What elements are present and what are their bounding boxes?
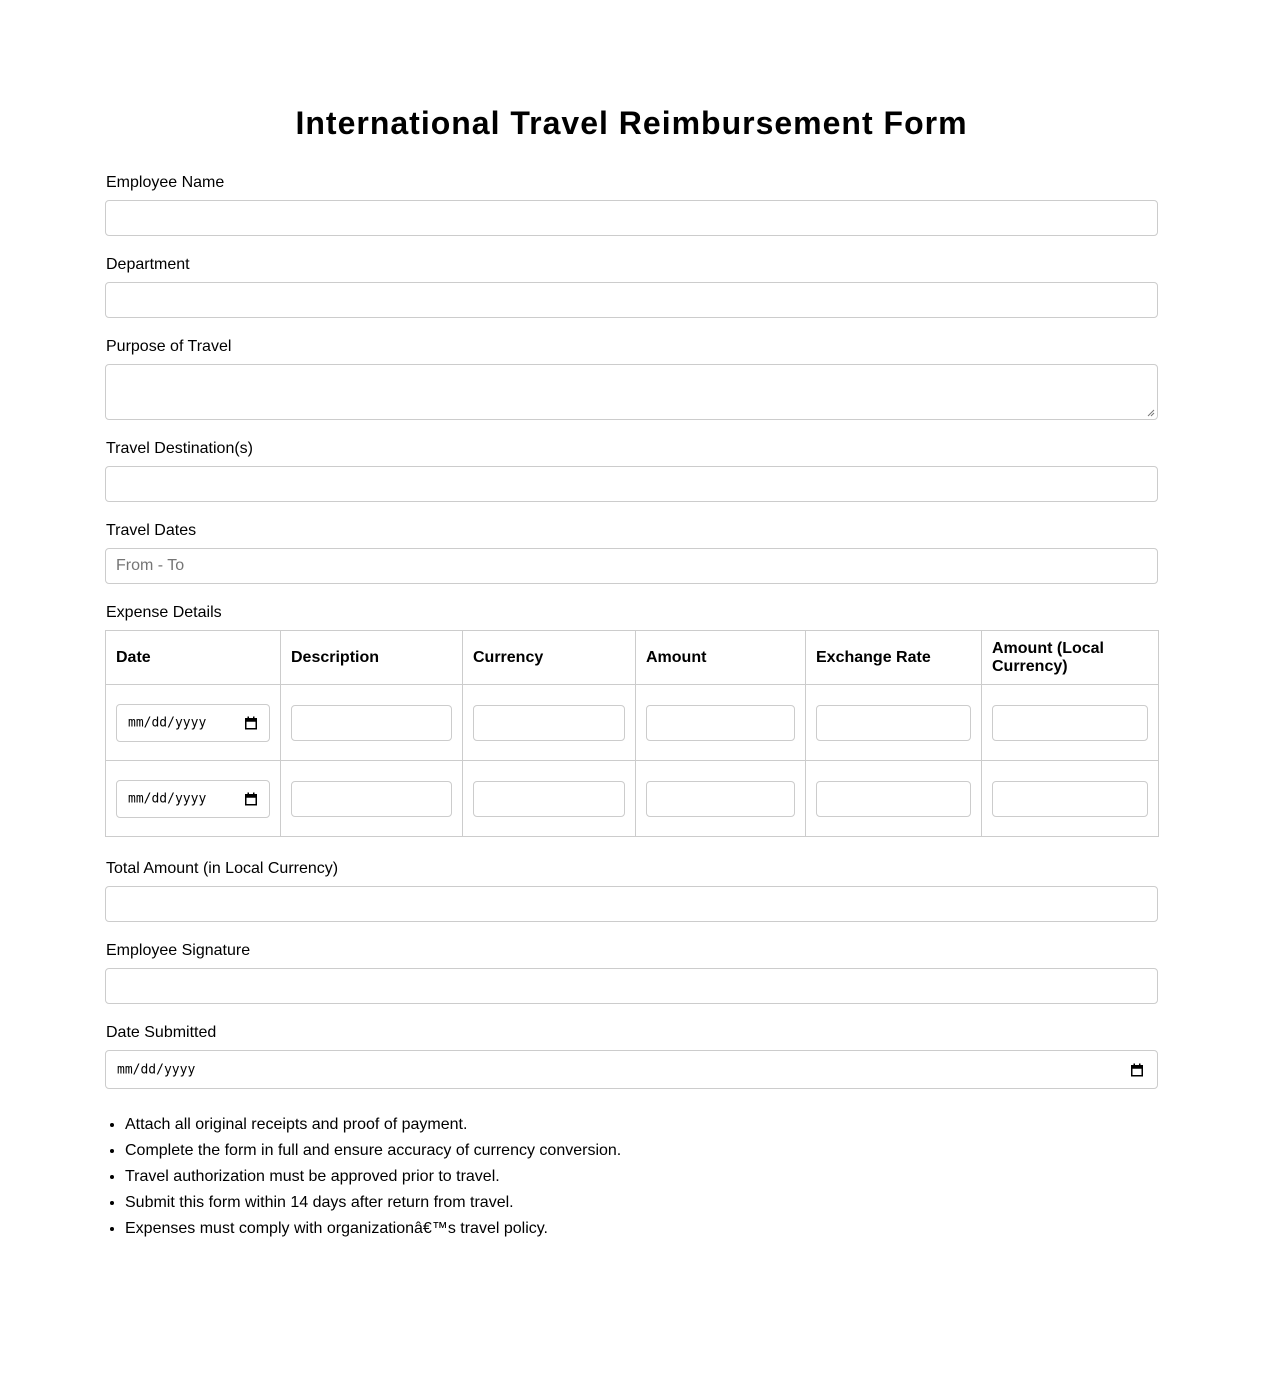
column-header-amount-local: Amount (Local Currency) bbox=[982, 631, 1159, 685]
calendar-icon[interactable] bbox=[245, 716, 257, 729]
list-item: • Expenses must comply with organizationâ€™s travel policy. bbox=[125, 1216, 621, 1242]
date-format-text: mm/dd/yyyy bbox=[117, 1062, 196, 1077]
column-header-currency: Currency bbox=[463, 631, 636, 685]
table-cell bbox=[281, 761, 463, 837]
calendar-icon[interactable] bbox=[1131, 1063, 1143, 1076]
expense-amount-input[interactable] bbox=[646, 705, 795, 741]
destinations-label: Travel Destination(s) bbox=[106, 440, 254, 457]
total-amount-input[interactable] bbox=[105, 886, 1158, 922]
table-cell bbox=[463, 685, 636, 761]
expense-date-input[interactable] bbox=[116, 780, 270, 818]
department-label: Department bbox=[106, 256, 190, 273]
expense-amount-local-input[interactable] bbox=[992, 705, 1148, 741]
purpose-textarea[interactable] bbox=[105, 364, 1158, 420]
date-submitted-input[interactable] bbox=[105, 1050, 1158, 1089]
purpose-label: Purpose of Travel bbox=[106, 338, 232, 355]
table-cell bbox=[106, 685, 281, 761]
table-cell bbox=[636, 685, 806, 761]
date-format-text: mm/dd/yyyy bbox=[128, 791, 207, 806]
column-header-exchange-rate: Exchange Rate bbox=[806, 631, 982, 685]
list-item: • Submit this form within 14 days after return from travel. bbox=[125, 1190, 621, 1216]
expense-amount-local-input[interactable] bbox=[992, 781, 1148, 817]
department-input[interactable] bbox=[105, 282, 1158, 318]
travel-dates-label: Travel Dates bbox=[106, 522, 197, 539]
list-item: • Travel authorization must be approved prior to travel. bbox=[125, 1164, 621, 1190]
expense-table bbox=[105, 630, 1159, 837]
table-cell bbox=[281, 685, 463, 761]
date-format-text: mm/dd/yyyy bbox=[128, 715, 207, 730]
expense-date-input[interactable] bbox=[116, 704, 270, 742]
calendar-icon[interactable] bbox=[245, 792, 257, 805]
expense-currency-input[interactable] bbox=[473, 705, 625, 741]
column-header-date: Date bbox=[106, 631, 281, 685]
employee-name-label: Employee Name bbox=[106, 174, 225, 191]
form-title: International Travel Reimbursement Form bbox=[295, 105, 968, 141]
signature-label: Employee Signature bbox=[106, 942, 251, 959]
resize-grip-icon[interactable] bbox=[1147, 409, 1155, 417]
total-amount-label: Total Amount (in Local Currency) bbox=[106, 860, 339, 877]
destinations-input[interactable] bbox=[105, 466, 1158, 502]
table-cell bbox=[982, 761, 1159, 837]
expense-details-label: Expense Details bbox=[106, 604, 222, 621]
column-header-amount: Amount bbox=[636, 631, 806, 685]
travel-dates-input[interactable] bbox=[105, 548, 1158, 584]
list-item: • Complete the form in full and ensure accuracy of currency conversion. bbox=[125, 1138, 621, 1164]
expense-table-header bbox=[106, 631, 1159, 685]
employee-name-input[interactable] bbox=[105, 200, 1158, 236]
expense-exchange-rate-input[interactable] bbox=[816, 781, 971, 817]
expense-currency-input[interactable] bbox=[473, 781, 625, 817]
table-row bbox=[106, 761, 1159, 837]
column-header-description: Description bbox=[281, 631, 463, 685]
table-cell bbox=[106, 761, 281, 837]
expense-exchange-rate-input[interactable] bbox=[816, 705, 971, 741]
table-cell bbox=[636, 761, 806, 837]
table-cell bbox=[982, 685, 1159, 761]
table-cell bbox=[806, 685, 982, 761]
instructions-list bbox=[105, 1112, 621, 1242]
table-cell bbox=[463, 761, 636, 837]
expense-description-input[interactable] bbox=[291, 705, 452, 741]
expense-amount-input[interactable] bbox=[646, 781, 795, 817]
table-cell bbox=[806, 761, 982, 837]
table-row bbox=[106, 685, 1159, 761]
date-submitted-label: Date Submitted bbox=[106, 1024, 217, 1041]
list-item: • Attach all original receipts and proof of payment. bbox=[125, 1112, 621, 1138]
expense-description-input[interactable] bbox=[291, 781, 452, 817]
signature-input[interactable] bbox=[105, 968, 1158, 1004]
